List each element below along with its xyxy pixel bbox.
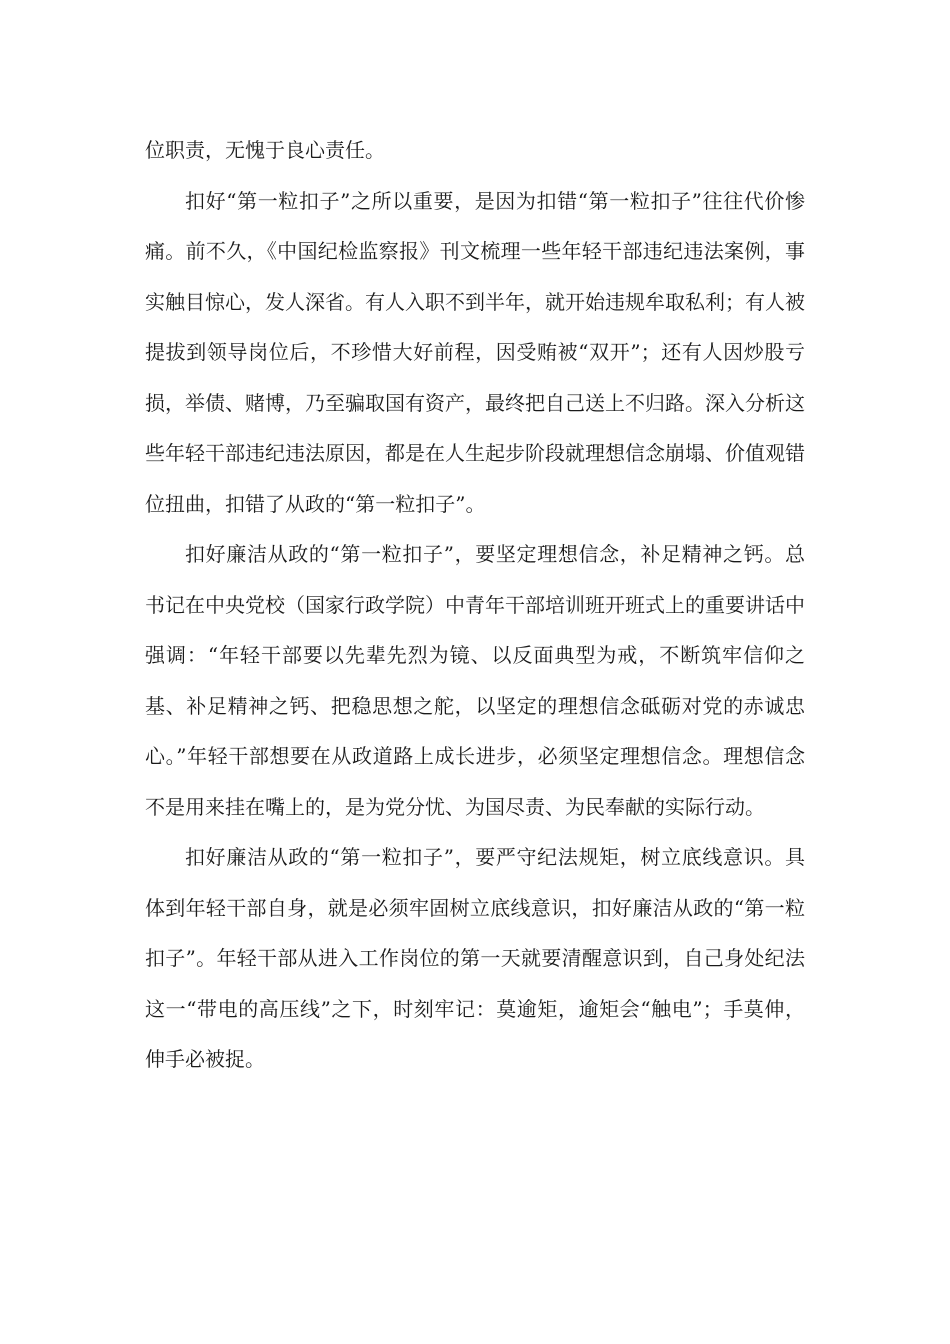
paragraph-first-button-importance: 扣好“第一粒扣子”之所以重要，是因为扣错“第一粒扣子”往往代价惨痛。前不久，《中国纪检监察报》刊文梳理一些年轻干部违纪违法案例，事实触目惊心，发人深省。有人入职不到半年，就开始违规牟取私利；有人被提拔到领导岗位后，不珍惜大好前程，因受贿被“双开”；还有人因炒股亏损，举债、赌博，乃至骗取国有资产，最终把自己送上不归路。深入分析这些年轻干部违纪违法原因，都是在人生起步阶段就理想信念崩塌、价值观错位扭曲，扣错了从政的“第一粒扣子”。 (145, 188, 805, 516)
document-body (145, 125, 805, 1085)
paragraph-discipline-and-rules: 扣好廉洁从政的“第一粒扣子”，要严守纪法规矩，树立底线意识。具体到年轻干部自身，就是必须牢固树立底线意识，扣好廉洁从政的“第一粒扣子”。年轻干部从进入工作岗位的第一天就要清醒意识到，自己身处纪法这一“带电的高压线”之下，时刻牢记：莫逾矩，逾矩会“触电”；手莫伸，伸手必被捉。 (145, 845, 805, 1071)
paragraph-ideals-and-beliefs: 扣好廉洁从政的“第一粒扣子”，要坚定理想信念，补足精神之钙。总书记在中央党校（国家行政学院）中青年干部培训班开班式上的重要讲话中强调：“年轻干部要以先辈先烈为镜、以反面典型为戒，不断筑牢信仰之基、补足精神之钙、把稳思想之舵，以坚定的理想信念砥砺对党的赤诚忠心。”年轻干部想要在从政道路上成长进步，必须坚定理想信念。理想信念不是用来挂在嘴上的，是为党分忧、为国尽责、为民奉献的实际行动。 (145, 542, 805, 819)
paragraph-continuation: 位职责，无愧于良心责任。 (145, 138, 385, 162)
